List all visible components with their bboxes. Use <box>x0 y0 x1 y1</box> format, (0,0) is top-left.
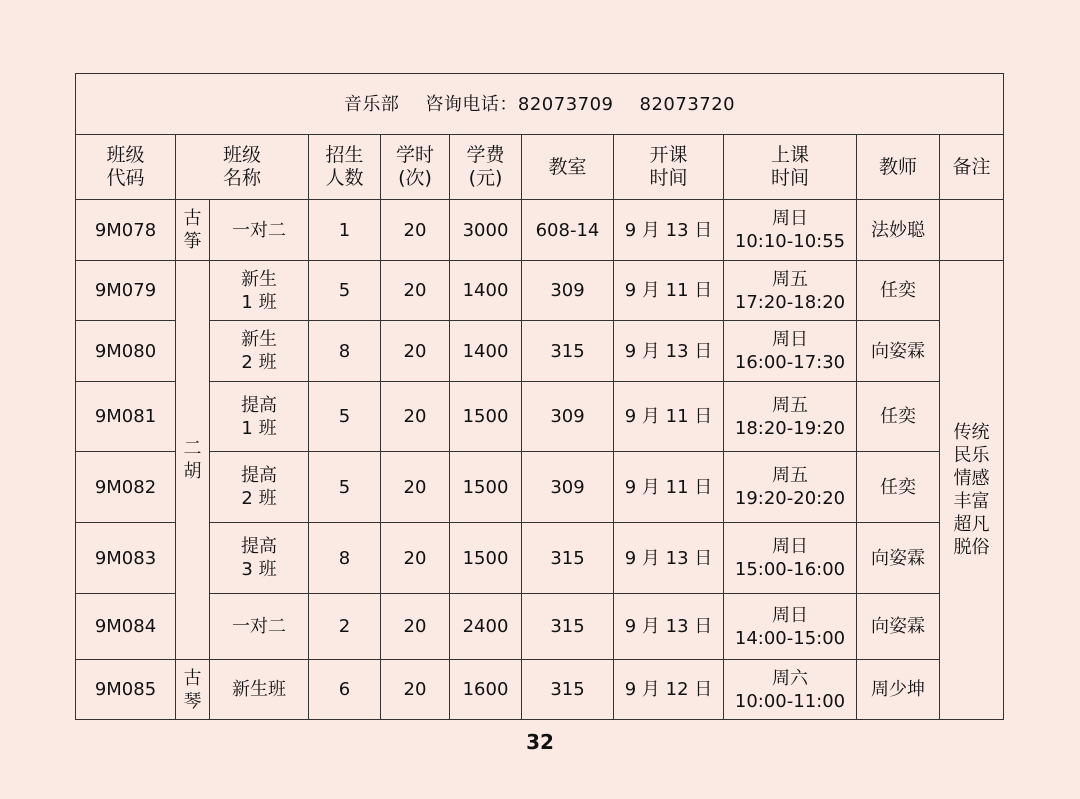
classroom: 315 <box>522 594 614 660</box>
header-enroll: 招生 人数 <box>309 135 381 200</box>
table-row <box>76 382 1004 452</box>
start-date: 9 月 13 日 <box>614 594 724 660</box>
tuition-fee: 1600 <box>450 660 522 720</box>
note-text: 传统 民乐 情感 丰富 超凡 脱俗 <box>940 261 1004 720</box>
table-row <box>76 594 1004 660</box>
class-code: 9M084 <box>76 594 176 660</box>
teacher: 向姿霖 <box>857 594 940 660</box>
table-row <box>76 200 1004 261</box>
class-name: 新生班 <box>210 660 309 720</box>
class-name: 新生 2 班 <box>210 321 309 382</box>
class-time: 周六 10:00-11:00 <box>724 660 857 720</box>
table-row <box>76 261 1004 321</box>
class-time: 周五 17:20-18:20 <box>724 261 857 321</box>
consult-label: 咨询电话： <box>425 93 518 115</box>
class-code: 9M083 <box>76 523 176 594</box>
class-time: 周日 10:10-10:55 <box>724 200 857 261</box>
dept-name: 音乐部 <box>343 93 400 115</box>
enroll-count: 1 <box>309 200 381 261</box>
tuition-fee: 1500 <box>450 523 522 594</box>
enroll-count: 6 <box>309 660 381 720</box>
class-hours: 20 <box>381 200 450 261</box>
class-code: 9M085 <box>76 660 176 720</box>
class-name: 新生 1 班 <box>210 261 309 321</box>
table-row <box>76 452 1004 523</box>
enroll-count: 5 <box>309 452 381 523</box>
table-row <box>76 321 1004 382</box>
start-date: 9 月 11 日 <box>614 261 724 321</box>
table-row <box>76 660 1004 720</box>
enroll-count: 8 <box>309 321 381 382</box>
class-hours: 20 <box>381 523 450 594</box>
header-teacher: 教师 <box>857 135 940 200</box>
class-name: 提高 2 班 <box>210 452 309 523</box>
teacher: 向姿霖 <box>857 321 940 382</box>
header-row <box>76 135 1004 200</box>
table-row <box>76 523 1004 594</box>
class-time: 周五 19:20-20:20 <box>724 452 857 523</box>
class-hours: 20 <box>381 594 450 660</box>
teacher: 法妙聪 <box>857 200 940 261</box>
header-room: 教室 <box>522 135 614 200</box>
tuition-fee: 1500 <box>450 382 522 452</box>
enroll-count: 8 <box>309 523 381 594</box>
classroom: 608-14 <box>522 200 614 261</box>
start-date: 9 月 12 日 <box>614 660 724 720</box>
classroom: 309 <box>522 452 614 523</box>
class-hours: 20 <box>381 452 450 523</box>
phone-number-2: 82073720 <box>639 93 736 115</box>
teacher: 任奕 <box>857 261 940 321</box>
enroll-count: 2 <box>309 594 381 660</box>
start-date: 9 月 13 日 <box>614 321 724 382</box>
class-name: 一对二 <box>210 200 309 261</box>
teacher: 任奕 <box>857 382 940 452</box>
class-code: 9M079 <box>76 261 176 321</box>
class-name: 提高 1 班 <box>210 382 309 452</box>
tuition-fee: 1400 <box>450 261 522 321</box>
class-hours: 20 <box>381 660 450 720</box>
class-name: 提高 3 班 <box>210 523 309 594</box>
instrument-erhu: 二 胡 <box>176 261 210 660</box>
tuition-fee: 1400 <box>450 321 522 382</box>
start-date: 9 月 13 日 <box>614 200 724 261</box>
start-date: 9 月 11 日 <box>614 452 724 523</box>
instrument-guqin: 古 琴 <box>176 660 210 720</box>
tuition-fee: 2400 <box>450 594 522 660</box>
teacher: 任奕 <box>857 452 940 523</box>
classroom: 315 <box>522 523 614 594</box>
class-code: 9M081 <box>76 382 176 452</box>
tuition-fee: 1500 <box>450 452 522 523</box>
header-name: 班级 名称 <box>176 135 309 200</box>
enroll-count: 5 <box>309 261 381 321</box>
header-time: 上课 时间 <box>724 135 857 200</box>
classroom: 309 <box>522 382 614 452</box>
classroom: 309 <box>522 261 614 321</box>
start-date: 9 月 13 日 <box>614 523 724 594</box>
enroll-count: 5 <box>309 382 381 452</box>
classroom: 315 <box>522 321 614 382</box>
class-time: 周日 15:00-16:00 <box>724 523 857 594</box>
schedule-table <box>75 73 1004 720</box>
teacher: 向姿霖 <box>857 523 940 594</box>
phone-number-1: 82073709 <box>517 93 614 115</box>
header-code: 班级 代码 <box>76 135 176 200</box>
class-code: 9M080 <box>76 321 176 382</box>
class-time: 周日 16:00-17:30 <box>724 321 857 382</box>
teacher: 周少坤 <box>857 660 940 720</box>
table-title <box>76 74 1004 135</box>
class-name: 一对二 <box>210 594 309 660</box>
page-number: 32 <box>526 730 554 754</box>
header-fee: 学费 (元) <box>450 135 522 200</box>
classroom: 315 <box>522 660 614 720</box>
class-time: 周五 18:20-19:20 <box>724 382 857 452</box>
tuition-fee: 3000 <box>450 200 522 261</box>
start-date: 9 月 11 日 <box>614 382 724 452</box>
class-hours: 20 <box>381 321 450 382</box>
class-code: 9M082 <box>76 452 176 523</box>
class-time: 周日 14:00-15:00 <box>724 594 857 660</box>
class-hours: 20 <box>381 261 450 321</box>
header-note: 备注 <box>940 135 1004 200</box>
header-start: 开课 时间 <box>614 135 724 200</box>
class-code: 9M078 <box>76 200 176 261</box>
class-hours: 20 <box>381 382 450 452</box>
header-hours: 学时 (次) <box>381 135 450 200</box>
instrument-guzheng: 古 筝 <box>176 200 210 261</box>
note-empty <box>940 200 1004 261</box>
